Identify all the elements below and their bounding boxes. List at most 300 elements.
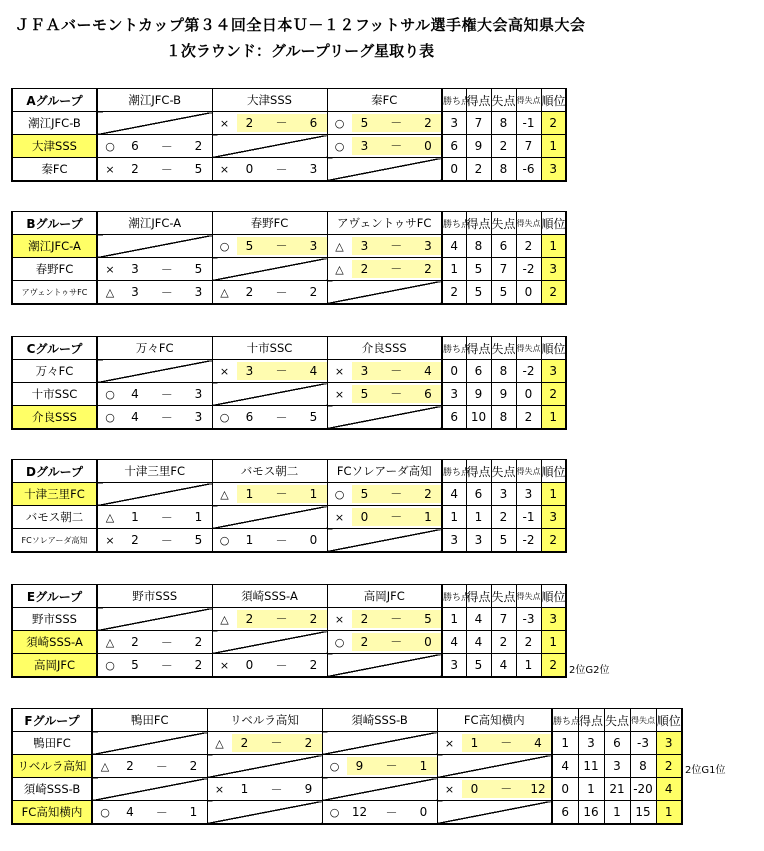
score-for: 2 (131, 533, 139, 547)
team-header: 高岡JFC (327, 585, 442, 608)
rank-value: 4 (656, 778, 682, 801)
empty-match-cell (327, 529, 442, 553)
result-mark: ○ (105, 410, 115, 424)
empty-match-cell (97, 360, 212, 383)
empty-match-cell (327, 654, 442, 678)
empty-match-cell (92, 732, 207, 755)
stat-value: 3 (516, 483, 541, 506)
stat-value: 9 (491, 383, 516, 406)
team-name: バモス朝二 (12, 506, 97, 529)
team-header: バモス朝二 (212, 460, 327, 483)
stat-value: 21 (604, 778, 630, 801)
score-for: 1 (240, 782, 249, 796)
score-for: 2 (245, 285, 254, 299)
stat-value: 1 (604, 801, 630, 825)
score-for: 3 (131, 262, 139, 276)
score-dash: － (378, 610, 416, 628)
match-result (327, 383, 442, 406)
stat-value: 0 (552, 778, 578, 801)
score-for: 5 (237, 237, 263, 255)
score-dash: － (160, 285, 173, 300)
team-header: 須崎SSS-A (212, 585, 327, 608)
empty-match-cell (327, 406, 442, 430)
team-name: 万々FC (12, 360, 97, 383)
group-table (11, 88, 567, 182)
stat-value: 6 (466, 483, 491, 506)
team-header: 野市SSS (97, 585, 212, 608)
score-dash: － (275, 162, 288, 177)
score-against: 1 (301, 485, 327, 503)
score-against: 2 (296, 734, 322, 752)
score-dash: － (263, 362, 301, 380)
stat-value: 6 (552, 801, 578, 825)
score-dash: － (378, 485, 416, 503)
empty-match-cell (437, 755, 552, 778)
stat-value: -6 (516, 158, 541, 182)
score-against: 5 (194, 162, 203, 176)
rank-value: 2 (541, 112, 566, 135)
score-dash: － (378, 137, 416, 155)
result-mark: ○ (334, 139, 345, 153)
score-dash: － (160, 262, 173, 277)
stat-header-points: 得点 (466, 212, 491, 235)
score-for: 0 (245, 658, 254, 672)
score-dash: － (160, 387, 173, 402)
score-dash: － (263, 485, 301, 503)
score-dash: － (378, 260, 416, 278)
match-result (97, 258, 212, 281)
match-result (97, 631, 212, 654)
stat-header-rank: 順位 (541, 460, 566, 483)
score-against: 5 (194, 533, 203, 547)
stat-value: 5 (491, 529, 516, 553)
table-row (12, 258, 566, 281)
result-mark: △ (105, 285, 115, 299)
group-note: 2位G2位 (569, 665, 610, 676)
score-dash: － (263, 610, 301, 628)
score-for: 3 (352, 362, 378, 380)
stat-header-diff: 得失点 (630, 709, 656, 732)
score-against: 3 (194, 387, 203, 401)
score-dash: － (160, 162, 173, 177)
score-dash: － (160, 533, 173, 548)
stat-header-diff: 得失点 (516, 460, 541, 483)
team-name: 介良SSS (12, 406, 97, 430)
score-dash: － (488, 780, 526, 798)
group-name: Eグループ (12, 585, 97, 608)
team-name: 鴨田FC (12, 732, 92, 755)
team-header: 介良SSS (327, 337, 442, 360)
stat-value: 2 (442, 281, 466, 305)
score-for: 3 (131, 285, 139, 299)
result-mark: ○ (334, 487, 345, 501)
stat-value: 5 (491, 281, 516, 305)
team-name: 十市SSC (12, 383, 97, 406)
team-header: 秦FC (327, 89, 442, 112)
score-dash: － (378, 114, 416, 132)
match-result (327, 506, 442, 529)
rank-value: 1 (541, 631, 566, 654)
score-dash: － (160, 635, 173, 650)
result-mark: ○ (219, 410, 230, 424)
stat-value: 2 (516, 406, 541, 430)
result-mark: △ (105, 635, 115, 649)
score-against: 12 (525, 780, 551, 798)
table-row (12, 778, 682, 801)
result-mark: × (219, 658, 230, 672)
rank-value: 2 (656, 755, 682, 778)
empty-match-cell (212, 506, 327, 529)
stat-value: -20 (630, 778, 656, 801)
stat-value: 4 (466, 608, 491, 631)
match-result (212, 112, 327, 135)
score-for: 5 (352, 485, 378, 503)
stat-header-wins: 勝ち点 (442, 89, 466, 112)
result-mark: ○ (219, 533, 230, 547)
score-against: 6 (415, 385, 441, 403)
page-subtitle: １次ラウンド：グループリーグ星取り表 (165, 42, 435, 60)
score-dash: － (488, 734, 526, 752)
stat-value: 3 (442, 112, 466, 135)
result-mark: × (105, 262, 115, 276)
stat-header-against: 失点 (491, 337, 516, 360)
empty-match-cell (97, 608, 212, 631)
rank-value: 2 (541, 281, 566, 305)
score-for: 3 (352, 237, 378, 255)
score-for: 1 (245, 533, 254, 547)
team-name: 秦FC (12, 158, 97, 182)
score-dash: － (160, 410, 173, 425)
score-for: 2 (237, 610, 263, 628)
match-result (322, 755, 437, 778)
stat-value: -2 (516, 360, 541, 383)
score-dash: － (160, 139, 173, 154)
team-header: 十津三里FC (97, 460, 212, 483)
score-for: 4 (131, 410, 139, 424)
match-result (327, 360, 442, 383)
stat-value: 9 (466, 383, 491, 406)
table-row (12, 801, 682, 825)
match-result (97, 135, 212, 158)
team-header: アヴェントゥサFC (327, 212, 442, 235)
team-header: FC高知横内 (437, 709, 552, 732)
match-result (92, 801, 207, 825)
score-for: 2 (352, 260, 378, 278)
match-result (212, 360, 327, 383)
table-row (12, 608, 566, 631)
score-against: 5 (309, 410, 318, 424)
score-against: 2 (415, 114, 441, 132)
stat-header-rank: 順位 (541, 585, 566, 608)
rank-value: 2 (541, 654, 566, 678)
table-row (12, 506, 566, 529)
stat-value: 2 (491, 135, 516, 158)
stat-value: -1 (516, 112, 541, 135)
match-result (327, 135, 442, 158)
empty-match-cell (212, 258, 327, 281)
table-row (12, 235, 566, 258)
stat-value: -3 (630, 732, 656, 755)
result-mark: × (219, 162, 230, 176)
empty-match-cell (92, 778, 207, 801)
empty-match-cell (327, 158, 442, 182)
score-for: 12 (351, 805, 368, 819)
result-mark: ○ (219, 239, 230, 253)
empty-match-cell (207, 755, 322, 778)
score-for: 3 (352, 137, 378, 155)
team-name: 潮江JFC-B (12, 112, 97, 135)
score-dash: － (275, 285, 288, 300)
team-name: 須崎SSS-B (12, 778, 92, 801)
stat-header-wins: 勝ち点 (442, 460, 466, 483)
group-name: Bグループ (12, 212, 97, 235)
score-for: 5 (131, 658, 139, 672)
match-result (97, 383, 212, 406)
empty-match-cell (327, 281, 442, 305)
stat-value: 1 (442, 506, 466, 529)
match-result (327, 258, 442, 281)
stat-header-wins: 勝ち点 (442, 585, 466, 608)
stat-value: 8 (491, 112, 516, 135)
stat-header-diff: 得失点 (516, 337, 541, 360)
stat-value: 8 (491, 360, 516, 383)
stat-header-wins: 勝ち点 (552, 709, 578, 732)
score-for: 2 (352, 610, 378, 628)
stat-value: 16 (578, 801, 604, 825)
score-against: 3 (194, 285, 203, 299)
stat-value: -2 (516, 258, 541, 281)
rank-value: 1 (541, 483, 566, 506)
team-header: リベルラ高知 (207, 709, 322, 732)
rank-value: 3 (541, 608, 566, 631)
stat-header-diff: 得失点 (516, 212, 541, 235)
stat-value: 6 (442, 406, 466, 430)
stat-value: 9 (466, 135, 491, 158)
group-table (11, 336, 567, 430)
result-mark: △ (105, 510, 115, 524)
group-note: 2位G1位 (685, 765, 726, 776)
result-mark: △ (335, 239, 344, 253)
score-for: 1 (237, 485, 263, 503)
stat-value: 3 (491, 483, 516, 506)
stat-value: 2 (516, 631, 541, 654)
match-result (437, 732, 552, 755)
stat-value: 3 (578, 732, 604, 755)
empty-match-cell (97, 112, 212, 135)
score-for: 5 (352, 385, 378, 403)
stat-value: 2 (516, 235, 541, 258)
stat-header-points: 得点 (578, 709, 604, 732)
stat-header-points: 得点 (466, 337, 491, 360)
score-for: 2 (131, 162, 139, 176)
table-row (12, 529, 566, 553)
stat-value: 1 (466, 506, 491, 529)
stat-header-points: 得点 (466, 585, 491, 608)
stat-header-against: 失点 (604, 709, 630, 732)
score-against: 3 (301, 237, 327, 255)
stat-header-against: 失点 (491, 89, 516, 112)
score-dash: － (378, 362, 416, 380)
score-against: 6 (301, 114, 327, 132)
result-mark: ○ (105, 387, 115, 401)
team-name: FC高知横内 (12, 801, 92, 825)
table-row (12, 483, 566, 506)
score-dash: － (378, 633, 416, 651)
stat-value: 3 (604, 755, 630, 778)
score-dash: － (385, 805, 398, 820)
result-mark: ○ (329, 759, 340, 773)
stat-value: 0 (516, 383, 541, 406)
table-row (12, 360, 566, 383)
score-dash: － (378, 385, 416, 403)
team-header: 潮江JFC-B (97, 89, 212, 112)
stat-value: 4 (466, 631, 491, 654)
score-against: 2 (301, 610, 327, 628)
score-dash: － (378, 237, 416, 255)
score-against: 1 (415, 508, 441, 526)
empty-match-cell (212, 383, 327, 406)
stat-value: 0 (516, 281, 541, 305)
score-dash: － (160, 658, 173, 673)
score-against: 2 (194, 658, 203, 672)
team-name: 潮江JFC-A (12, 235, 97, 258)
stat-header-points: 得点 (466, 460, 491, 483)
result-mark: △ (220, 285, 229, 299)
rank-value: 3 (541, 506, 566, 529)
result-mark: ○ (329, 805, 340, 819)
score-against: 2 (415, 260, 441, 278)
score-for: 0 (352, 508, 378, 526)
stat-value: 1 (516, 654, 541, 678)
match-result (212, 158, 327, 182)
score-against: 2 (194, 139, 203, 153)
score-for: 6 (245, 410, 254, 424)
score-dash: － (378, 508, 416, 526)
score-against: 1 (189, 805, 198, 819)
stat-value: 6 (442, 135, 466, 158)
score-for: 2 (352, 633, 378, 651)
stat-value: 8 (491, 406, 516, 430)
result-mark: × (105, 162, 115, 176)
stat-value: 5 (466, 654, 491, 678)
stat-header-diff: 得失点 (516, 585, 541, 608)
team-name: アヴェントゥサFC (12, 281, 97, 305)
team-name: 十津三里FC (12, 483, 97, 506)
score-against: 4 (415, 362, 441, 380)
score-for: 4 (131, 387, 139, 401)
stat-value: 4 (442, 483, 466, 506)
team-name: リベルラ高知 (12, 755, 92, 778)
match-result (327, 112, 442, 135)
stat-value: 11 (578, 755, 604, 778)
stat-value: 15 (630, 801, 656, 825)
stat-value: 3 (442, 654, 466, 678)
rank-value: 3 (656, 732, 682, 755)
stat-value: 1 (442, 608, 466, 631)
result-mark: ○ (105, 139, 115, 153)
score-dash: － (160, 510, 173, 525)
empty-match-cell (212, 631, 327, 654)
group-table (11, 584, 567, 678)
empty-match-cell (322, 732, 437, 755)
empty-match-cell (207, 801, 322, 825)
score-against: 5 (415, 610, 441, 628)
team-header: 十市SSC (212, 337, 327, 360)
table-row (12, 755, 682, 778)
stat-header-against: 失点 (491, 585, 516, 608)
team-name: 春野FC (12, 258, 97, 281)
match-result (322, 801, 437, 825)
stat-value: 1 (578, 778, 604, 801)
result-mark: ○ (100, 805, 110, 819)
match-result (97, 406, 212, 430)
stat-value: 7 (491, 608, 516, 631)
stat-header-wins: 勝ち点 (442, 212, 466, 235)
result-mark: × (214, 782, 225, 796)
result-mark: △ (100, 759, 110, 773)
match-result (212, 608, 327, 631)
empty-match-cell (212, 135, 327, 158)
stat-value: 2 (466, 158, 491, 182)
match-result (327, 608, 442, 631)
score-against: 0 (419, 805, 428, 819)
score-for: 2 (232, 734, 258, 752)
table-row (12, 732, 682, 755)
team-header: 須崎SSS-B (322, 709, 437, 732)
group-table (11, 708, 683, 825)
rank-value: 3 (541, 258, 566, 281)
stat-value: 6 (491, 235, 516, 258)
score-against: 1 (194, 510, 203, 524)
table-row (12, 631, 566, 654)
stat-value: 2 (491, 631, 516, 654)
stat-value: 8 (630, 755, 656, 778)
result-mark: △ (220, 487, 229, 501)
score-dash: － (263, 237, 301, 255)
team-header: 大津SSS (212, 89, 327, 112)
rank-value: 2 (541, 383, 566, 406)
stat-header-rank: 順位 (541, 212, 566, 235)
table-row (12, 135, 566, 158)
stat-value: -1 (516, 506, 541, 529)
empty-match-cell (97, 235, 212, 258)
rank-value: 1 (541, 406, 566, 430)
rank-value: 2 (541, 529, 566, 553)
result-mark: △ (220, 612, 229, 626)
stat-value: 6 (466, 360, 491, 383)
score-dash: － (270, 782, 283, 797)
result-mark: × (334, 510, 345, 524)
score-for: 9 (347, 757, 373, 775)
page-title: ＪＦＡバーモントカップ第３４回全日本Ｕ－１２フットサル選手権大会高知県大会 (14, 16, 586, 34)
empty-match-cell (322, 778, 437, 801)
stat-value: 1 (552, 732, 578, 755)
match-result (327, 483, 442, 506)
match-result (212, 235, 327, 258)
score-dash: － (258, 734, 296, 752)
score-dash: － (373, 757, 411, 775)
team-name: 野市SSS (12, 608, 97, 631)
match-result (212, 483, 327, 506)
match-result (97, 281, 212, 305)
stat-value: -2 (516, 529, 541, 553)
score-for: 1 (131, 510, 139, 524)
score-dash: － (155, 805, 168, 820)
result-mark: × (219, 364, 230, 378)
score-for: 2 (126, 759, 134, 773)
stat-value: 2 (491, 506, 516, 529)
match-result (212, 406, 327, 430)
